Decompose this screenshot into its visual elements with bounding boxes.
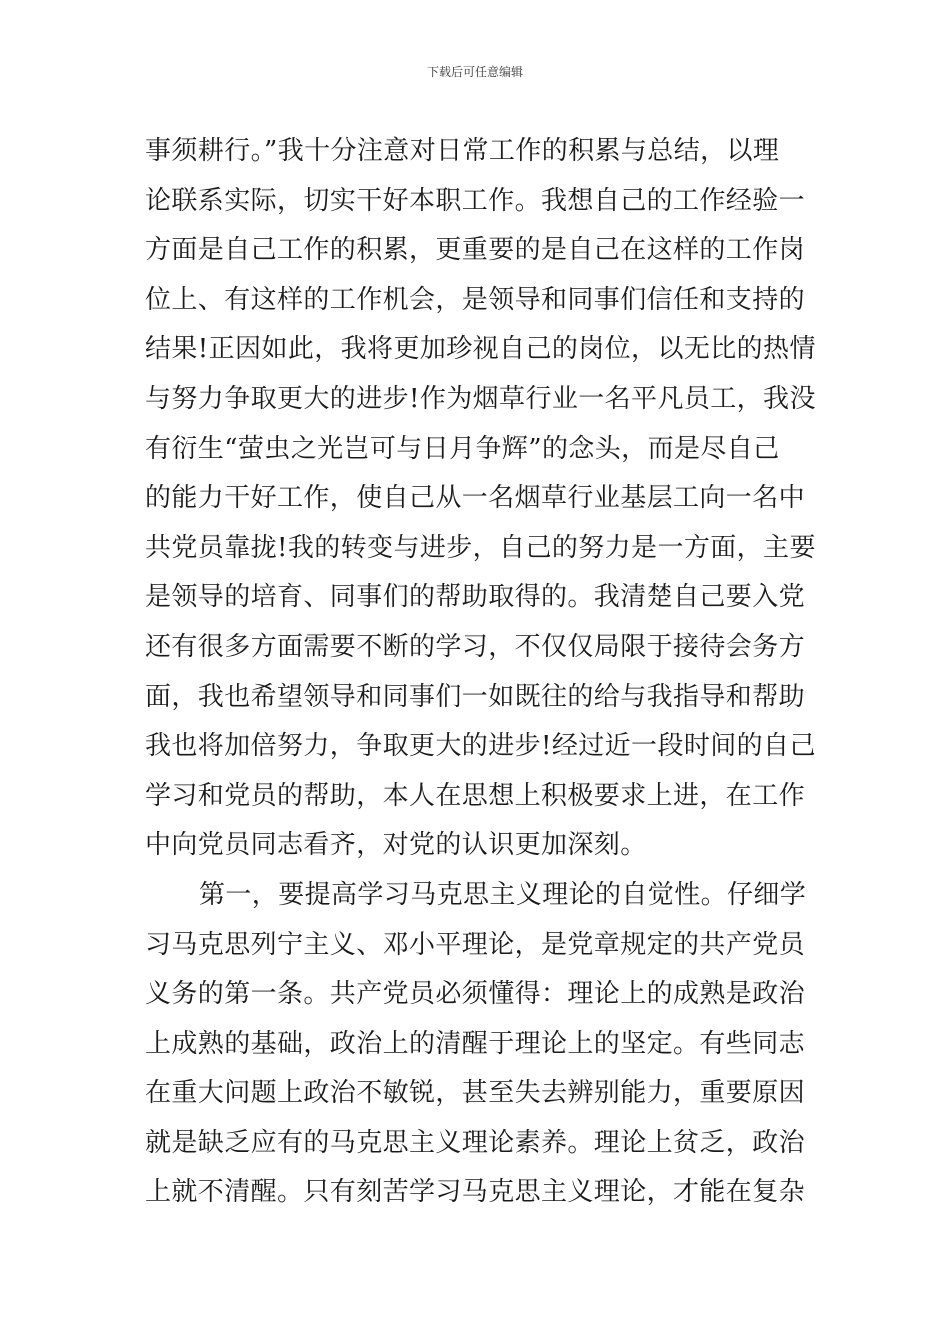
- text-line: 的能力干好工作，使自己从一名烟草行业基层工向一名中: [145, 483, 806, 514]
- text-line: 中向党员同志看齐，对党的认识更加深刻。: [145, 830, 647, 861]
- text-line: 义务的第一条。共产党员必须懂得：理论上的成熟是政治: [145, 979, 806, 1010]
- text-line: 是领导的培育、同事们的帮助取得的。我清楚自己要入党: [145, 582, 806, 613]
- text-line: 面，我也希望领导和同事们一如既往的给与我指导和帮助: [145, 681, 806, 712]
- text-line: 还有很多方面需要不断的学习，不仅仅局限于接待会务方: [145, 631, 806, 662]
- text-line: 与努力争取更大的进步!作为烟草行业一名平凡员工，我没: [145, 383, 816, 414]
- text-line: 结果!正因如此，我将更加珍视自己的岗位，以无比的热情: [145, 334, 816, 365]
- document-body: [145, 127, 816, 1218]
- text-line: 上就不清醒。只有刻苦学习马克思主义理论，才能在复杂: [145, 1177, 806, 1208]
- text-line: 有衍生“萤虫之光岂可与日月争辉”的念头，而是尽自己: [145, 433, 780, 464]
- text-line: 位上、有这样的工作机会，是领导和同事们信任和支持的: [145, 284, 806, 315]
- paragraph-first-line: 第一，要提高学习马克思主义理论的自觉性。仔细学: [199, 879, 807, 910]
- text-line: 就是缺乏应有的马克思主义理论素养。理论上贫乏，政治: [145, 1127, 806, 1158]
- text-line: 论联系实际，切实干好本职工作。我想自己的工作经验一: [145, 185, 806, 216]
- text-line: 共党员靠拢!我的转变与进步，自己的努力是一方面，主要: [145, 532, 816, 563]
- text-line: 事须耕行。”我十分注意对日常工作的积累与总结，以理: [145, 136, 780, 166]
- text-line: 我也将加倍努力，争取更大的进步!经过近一段时间的自己: [145, 731, 816, 762]
- text-line: 习马克思列宁主义、邓小平理论，是党章规定的共产党员: [145, 929, 806, 960]
- text-line: 上成熟的基础，政治上的清醒于理论上的坚定。有些同志: [145, 1028, 806, 1059]
- text-line: 学习和党员的帮助，本人在思想上积极要求上进，在工作: [145, 780, 806, 811]
- text-line: 方面是自己工作的积累，更重要的是自己在这样的工作岗: [145, 235, 806, 266]
- page-header: 下载后可任意编辑: [426, 65, 523, 79]
- text-line: 在重大问题上政治不敏锐，甚至失去辨别能力，重要原因: [145, 1078, 806, 1109]
